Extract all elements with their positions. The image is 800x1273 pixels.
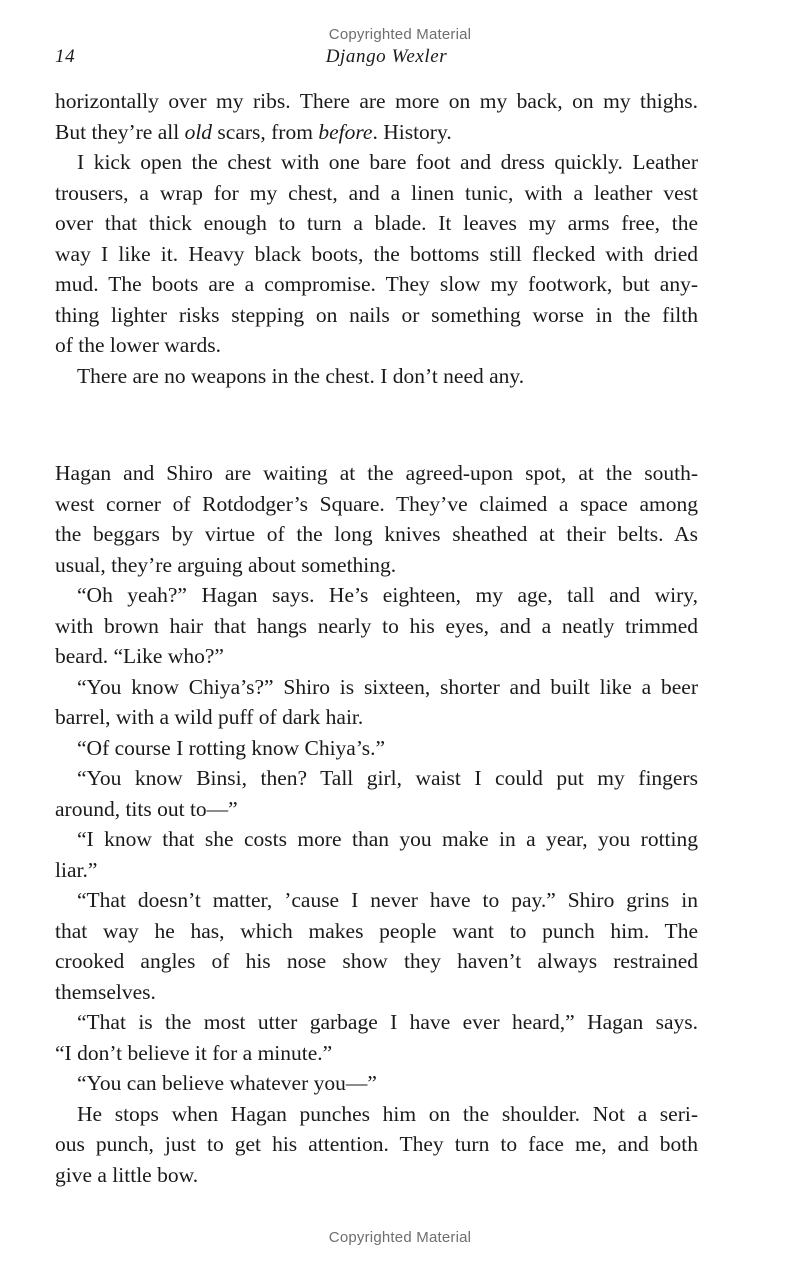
text-line: I kick open the chest with one bare foot and dress quickly. Leather (77, 150, 698, 174)
text-line: beard. “Like who?” (55, 644, 224, 668)
page-number: 14 (55, 46, 76, 67)
text-line: that way he has, which makes people want to punch him. The (55, 918, 698, 943)
text-line: “You know Binsi, then? Tall girl, waist I could put my fingers (77, 766, 698, 790)
text-line: around, tits out to—” (55, 796, 238, 821)
text-line: Hagan and Shiro are waiting at the agreed-upon spot, at the south- (55, 461, 698, 485)
text-line: themselves. (55, 979, 156, 1004)
text-line: “I know that she costs more than you make in a year, you rotting (77, 827, 698, 851)
text-line: give a little bow. (55, 1162, 199, 1187)
text-line: mud. The boots are a compromise. They slow my footwork, but any- (55, 272, 698, 296)
text-line: thing lighter risks stepping on nails or something worse in the filth (55, 302, 698, 327)
text-line: the beggars by virtue of the long knives sheathed at their belts. As (55, 522, 698, 546)
text-line: west corner of Rotdodger’s Square. They’ve claimed a space among (55, 491, 698, 516)
italic-emphasis: old (184, 119, 213, 144)
text-line: trousers, a wrap for my chest, and a linen tunic, with a leather vest (55, 180, 698, 205)
copyright-watermark-bottom: Copyrighted Material (328, 1229, 472, 1246)
copyright-watermark-top: Copyrighted Material (328, 26, 472, 43)
text-segment: scars, from (212, 119, 319, 144)
text-line: usual, they’re arguing about something. (55, 552, 397, 577)
text-line: over that thick enough to turn a blade. It leaves my arms free, the (55, 211, 698, 235)
italic-emphasis: before (318, 119, 373, 144)
text-line: way I like it. Heavy black boots, the bottoms still flecked with dried (55, 241, 698, 266)
text-line: “That doesn’t matter, ’cause I never have to pay.” Shiro grins in (77, 888, 698, 912)
text-segment: . History. (372, 119, 452, 144)
running-head-author: Django Wexler (325, 46, 448, 67)
text-line: There are no weapons in the chest. I don’t need any. (77, 363, 525, 388)
text-line: He stops when Hagan punches him on the shoulder. Not a seri- (77, 1101, 698, 1126)
text-line: “I don’t believe it for a minute.” (55, 1040, 333, 1065)
body-section-2 (55, 458, 698, 1190)
text-segment: But they’re all (55, 119, 185, 144)
text-line: crooked angles of his nose show they haven’t always restrained (55, 949, 698, 973)
running-head (55, 46, 698, 72)
text-line: horizontally over my ribs. There are more on my back, on my thighs. (55, 89, 698, 113)
text-line: of the lower wards. (55, 333, 221, 357)
text-line (55, 117, 698, 148)
text-line: ous punch, just to get his attention. They turn to face me, and both (55, 1132, 698, 1156)
text-line: “You know Chiya’s?” Shiro is sixteen, shorter and built like a beer (77, 674, 698, 699)
text-line: “Oh yeah?” Hagan says. He’s eighteen, my age, tall and wiry, (77, 583, 698, 607)
text-line: with brown hair that hangs nearly to his eyes, and a neatly trimmed (55, 613, 698, 638)
text-line: barrel, with a wild puff of dark hair. (55, 705, 364, 729)
text-line: “You can believe whatever you—” (77, 1071, 377, 1095)
text-line: “Of course I rotting know Chiya’s.” (77, 735, 386, 760)
body-section-1 (55, 86, 698, 391)
text-line: “That is the most utter garbage I have ever heard,” Hagan says. (77, 1010, 698, 1034)
text-line: liar.” (55, 857, 98, 882)
